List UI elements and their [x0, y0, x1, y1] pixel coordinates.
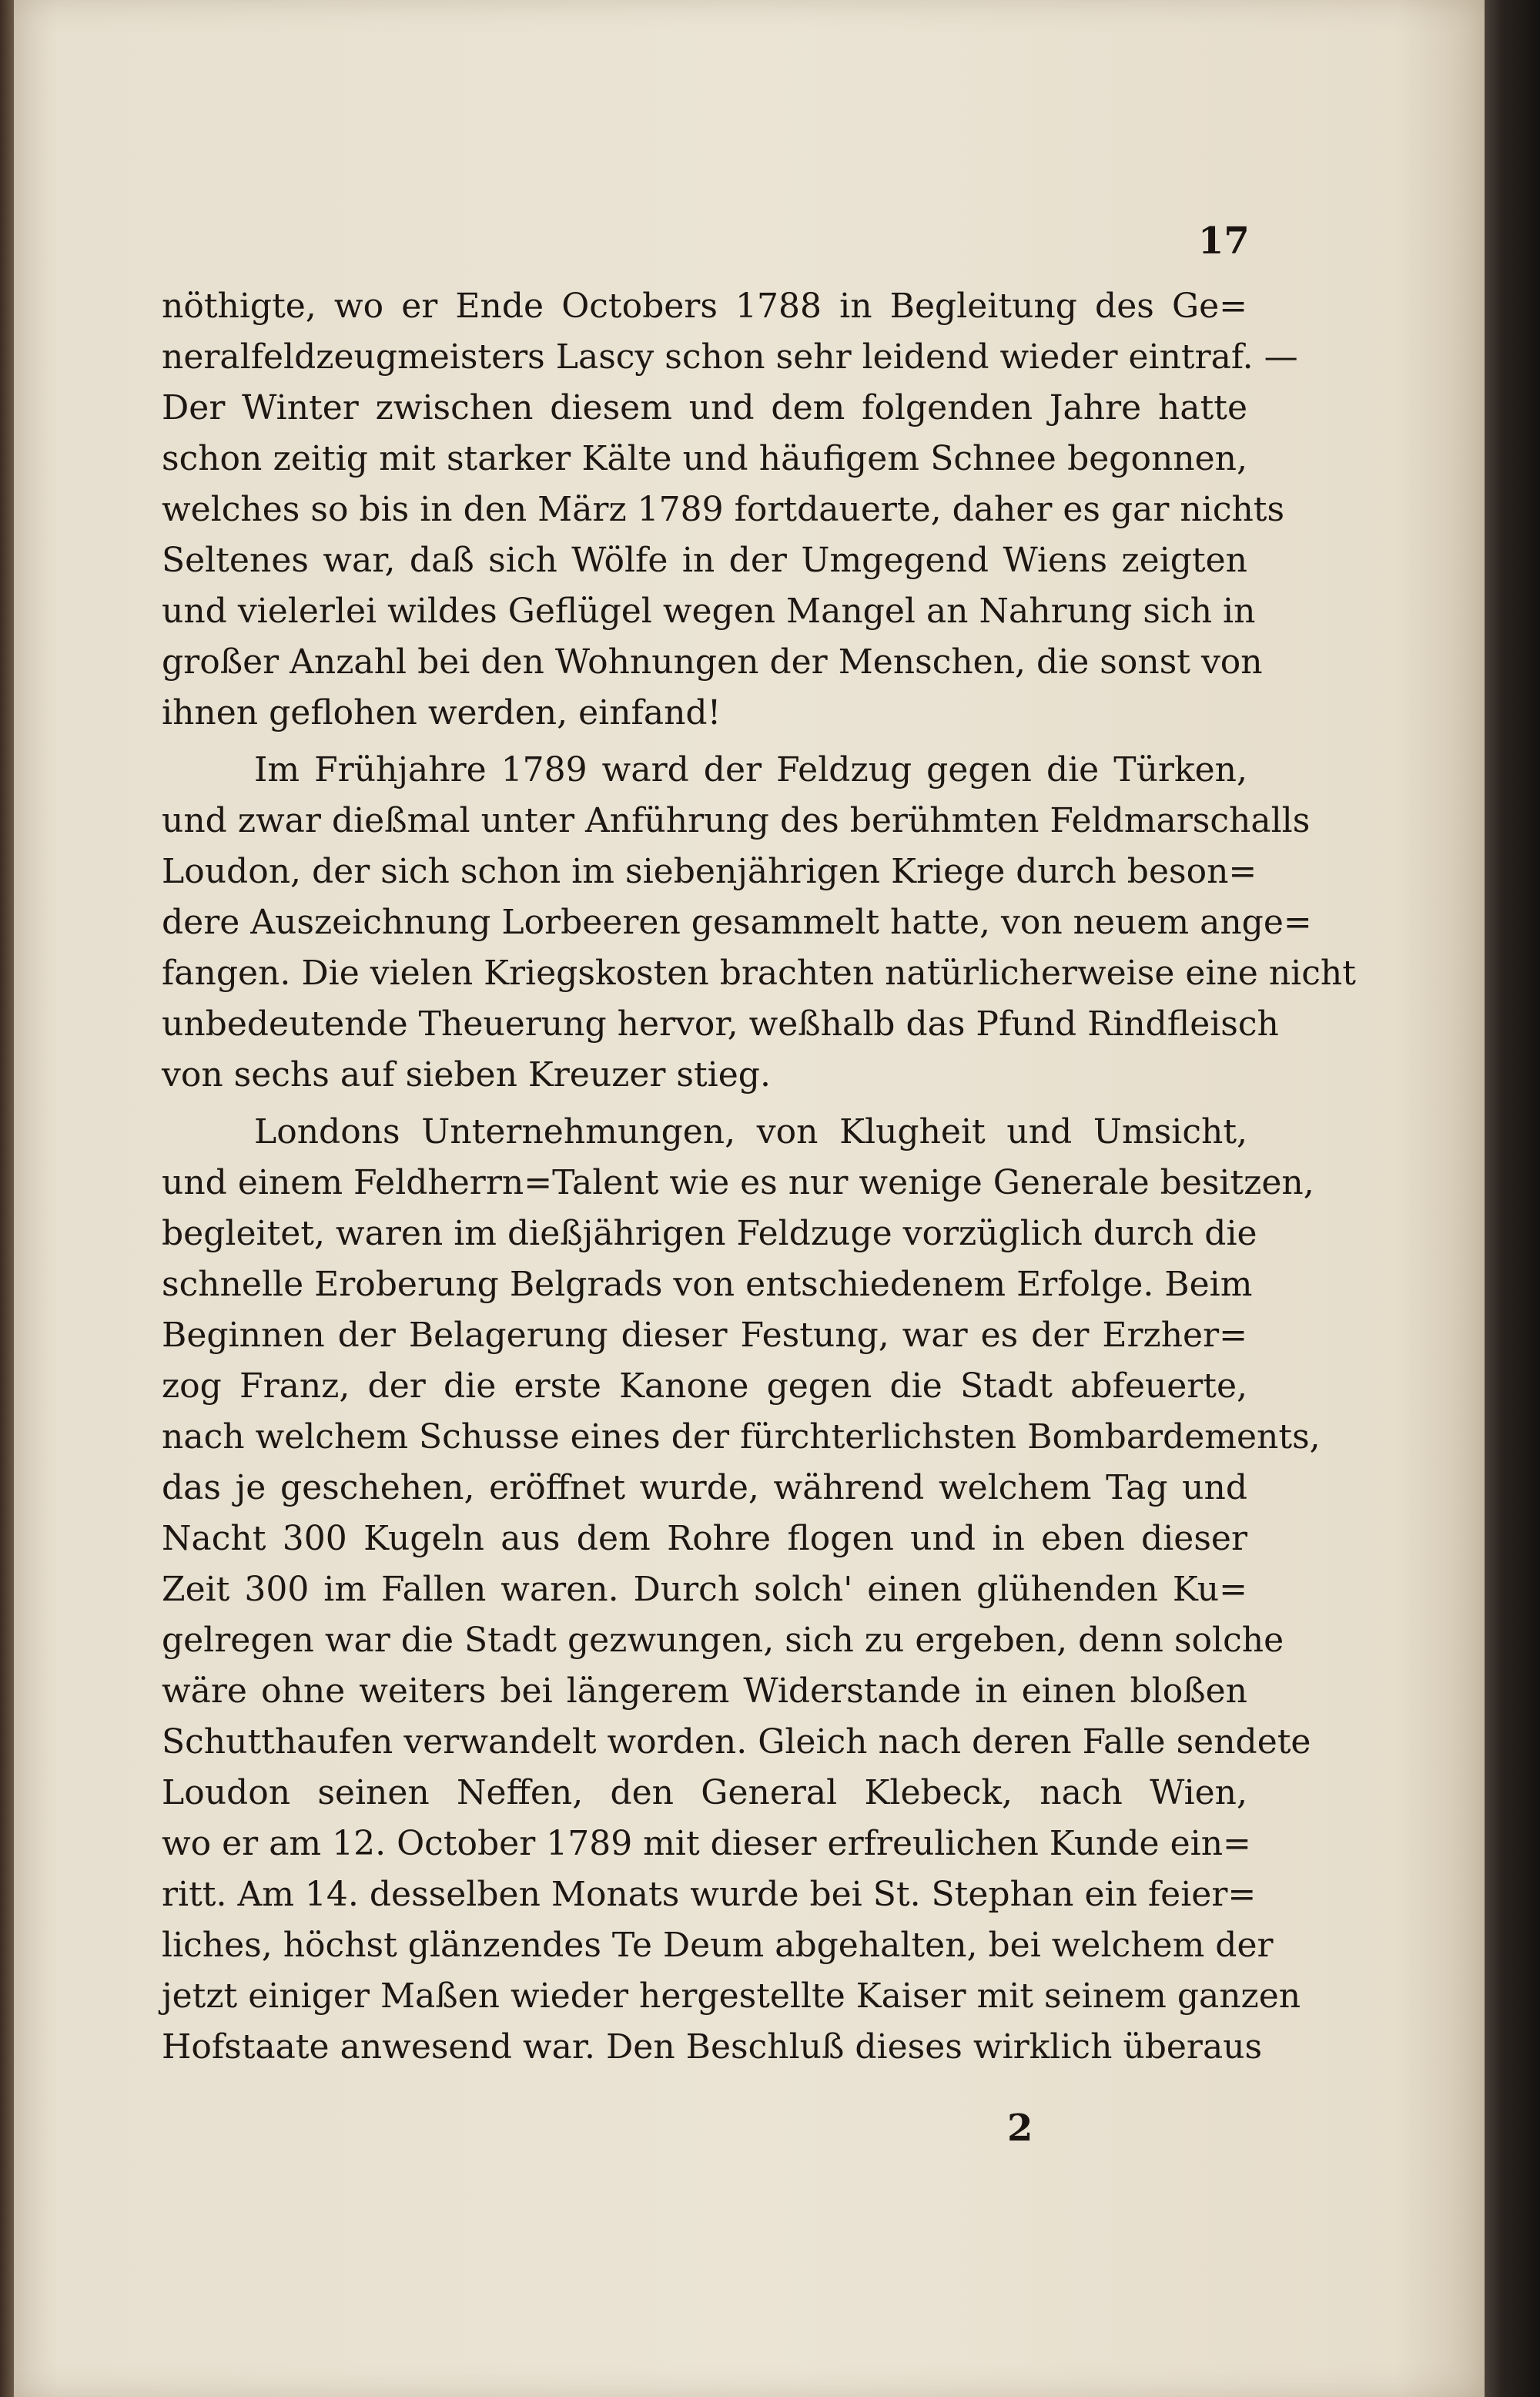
text-line: zog Franz, der die erste Kanone gegen die Stadt abfeuerte,: [162, 1366, 1247, 1406]
text-line: fangen. Die vielen Kriegskosten brachten natürlicherweise eine nicht: [162, 954, 1356, 993]
text-line: Loudon seinen Neffen, den General Klebeck, nach Wien,: [162, 1773, 1247, 1812]
text-line: Loudon, der sich schon im siebenjährigen Kriege durch beson=: [162, 852, 1257, 891]
text-line: von sechs auf sieben Kreuzer stieg.: [162, 1055, 771, 1095]
text-line: unbedeutende Theuerung hervor, weßhalb das Pfund Rindfleisch: [162, 1004, 1279, 1044]
text-line: und einem Feldherrn=Talent wie es nur wenige Generale besitzen,: [162, 1163, 1314, 1202]
text-line: und vielerlei wildes Geflügel wegen Mangel an Nahrung sich in: [162, 592, 1256, 631]
text-line: dere Auszeichnung Lorbeeren gesammelt hatte, von neuem ange=: [162, 903, 1312, 942]
text-line: jetzt einiger Maßen wieder hergestellte Kaiser mit seinem ganzen: [162, 1976, 1301, 2016]
text-line: ritt. Am 14. desselben Monats wurde bei St. Stephan ein feier=: [162, 1875, 1257, 1914]
book-binding: [0, 0, 14, 2397]
text-line: schnelle Eroberung Belgrads von entschiedenem Erfolge. Beim: [162, 1265, 1253, 1304]
text-line: Im Frühjahre 1789 ward der Feldzug gegen die Türken,: [254, 750, 1247, 790]
text-line: großer Anzahl bei den Wohnungen der Menschen, die sonst von: [162, 642, 1263, 682]
page-number: 17: [1198, 220, 1250, 263]
text-line: neralfeldzeugmeisters Lascy schon sehr leidend wieder eintraf. —: [162, 337, 1298, 377]
text-line: gelregen war die Stadt gezwungen, sich zu ergeben, denn solche: [162, 1621, 1284, 1660]
text-line: nöthigte, wo er Ende Octobers 1788 in Begleitung des Ge=: [162, 287, 1247, 326]
text-line: Zeit 300 im Fallen waren. Durch solch' einen glühenden Ku=: [162, 1570, 1247, 1609]
text-line: wäre ohne weiters bei längerem Widerstande in einen bloßen: [162, 1671, 1247, 1711]
signature-mark: 2: [1007, 2107, 1033, 2150]
text-line: begleitet, waren im dießjährigen Feldzuge vorzüglich durch die: [162, 1214, 1257, 1253]
paragraph-gap: [162, 1101, 1247, 1107]
text-line: Der Winter zwischen diesem und dem folgenden Jahre hatte: [162, 388, 1247, 427]
paragraph-gap: [162, 739, 1247, 745]
text-line: Schutthaufen verwandelt worden. Gleich nach deren Falle sendete: [162, 1722, 1311, 1762]
text-line: und zwar dießmal unter Anführung des berühmten Feldmarschalls: [162, 801, 1311, 840]
text-line: Seltenes war, daß sich Wölfe in der Umgegend Wiens zeigten: [162, 541, 1247, 580]
book-cover-edge: [1485, 0, 1540, 2397]
text-line: Hofstaate anwesend war. Den Beschluß dieses wirklich überaus: [162, 2027, 1263, 2067]
text-line: liches, höchst glänzendes Te Deum abgehalten, bei welchem der: [162, 1926, 1274, 1965]
paragraph: [162, 1107, 1321, 2073]
text-line: Beginnen der Belagerung dieser Festung, war es der Erzher=: [162, 1316, 1247, 1355]
text-line: wo er am 12. October 1789 mit dieser erfreulichen Kunde ein=: [162, 1824, 1251, 1863]
text-line: Londons Unternehmungen, von Klugheit und Umsicht,: [254, 1112, 1247, 1152]
paragraph: [162, 281, 1298, 739]
body-text: [162, 281, 1356, 2073]
paragraph: [162, 745, 1356, 1101]
text-line: nach welchem Schusse eines der fürchterlichsten Bombardements,: [162, 1417, 1321, 1457]
text-line: welches so bis in den März 1789 fortdauerte, daher es gar nichts: [162, 490, 1285, 529]
text-line: ihnen geflohen werden, einfand!: [162, 693, 721, 733]
text-line: Nacht 300 Kugeln aus dem Rohre flogen und in eben dieser: [162, 1519, 1247, 1558]
text-line: das je geschehen, eröffnet wurde, während welchem Tag und: [162, 1468, 1247, 1507]
text-line: schon zeitig mit starker Kälte und häufigem Schnee begonnen,: [162, 439, 1247, 478]
